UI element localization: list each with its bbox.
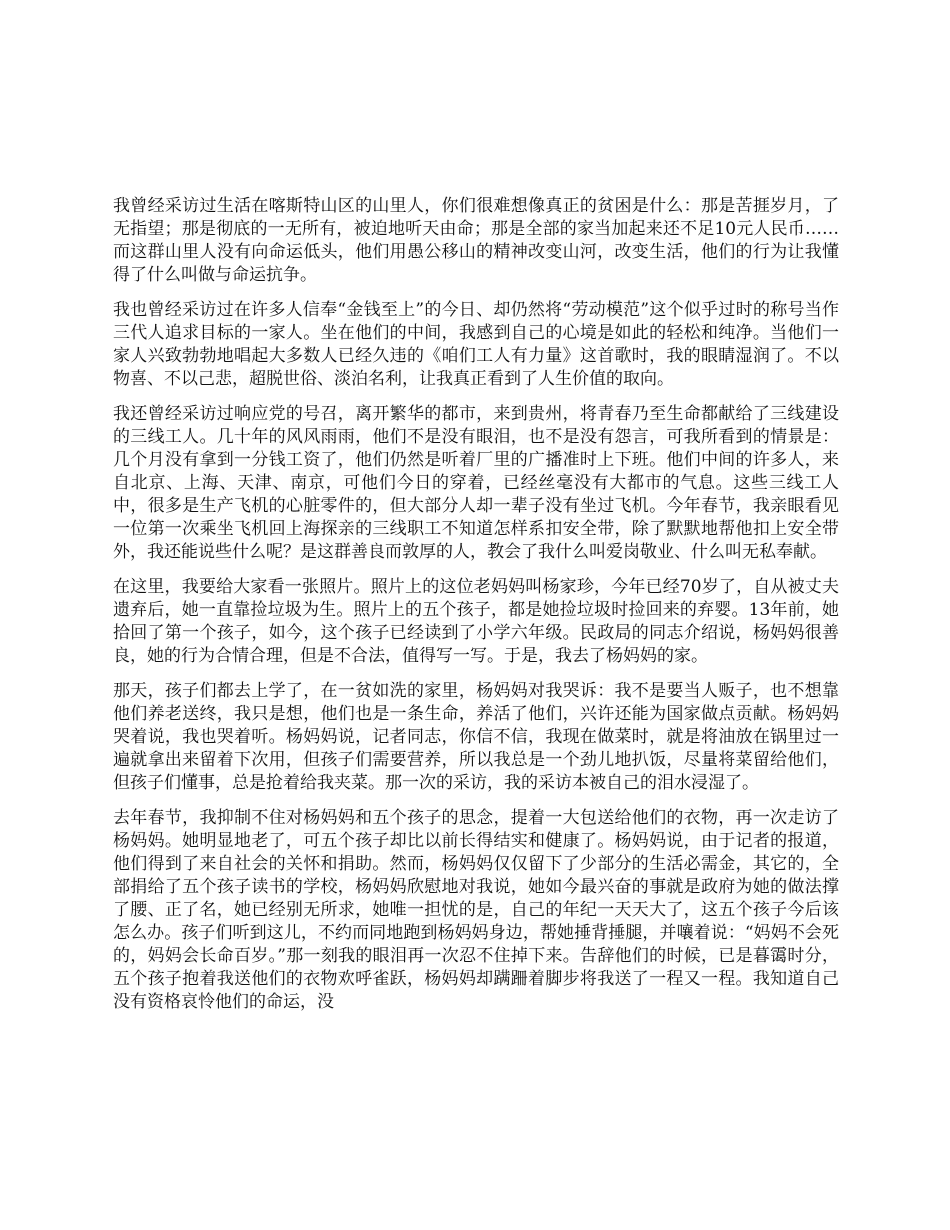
paragraph-4: 在这里，我要给大家看一张照片。照片上的这位老妈妈叫杨家珍，今年已经70岁了，自从被丈夫遗弃后，她一直靠捡垃圾为生。照片上的五个孩子，都是她捡垃圾时捡回来的弃婴。13年前，她拾回了第一个孩子，如今，这个孩子已经读到了小学六年级。民政局的同志介绍说，杨妈妈很善良，她的行为合情合理，但是不合法，值得写一写。于是，我去了杨妈妈的家。 xyxy=(113,577,839,666)
paragraph-6: 去年春节，我抑制不住对杨妈妈和五个孩子的思念，提着一大包送给他们的衣物，再一次走访了杨妈妈。她明显地老了，可五个孩子却比以前长得结实和健康了。杨妈妈说，由于记者的报道，他们得到了来自社会的关怀和捐助。然而，杨妈妈仅仅留下了少部分的生活必需金，其它的，全部捐给了五个孩子读书的学校，杨妈妈欣慰地对我说，她如今最兴奋的事就是政府为她的做法撑了腰、正了名，她已经别无所求，她唯一担忧的是，自己的年纪一天天大了，这五个孩子今后该怎么办。孩子们听到这儿，不约而同地跑到杨妈妈身边，帮她捶背捶腿，并嚷着说：“妈妈不会死的，妈妈会长命百岁。”那一刻我的眼泪再一次忍不住掉下来。告辞他们的时候，已是暮霭时分，五个孩子抱着我送他们的衣物欢呼雀跃，杨妈妈却蹒跚着脚步将我送了一程又一程。我知道自己没有资格哀怜他们的命运，没 xyxy=(113,808,839,1012)
document-body xyxy=(113,195,839,1026)
paragraph-3: 我还曾经采访过响应党的号召，离开繁华的都市，来到贵州，将青春乃至生命都献给了三线建设的三线工人。几十年的风风雨雨，他们不是没有眼泪，也不是没有怨言，可我所看到的情景是：几个月没有拿到一分钱工资了，他们仍然是听着厂里的广播准时上下班。他们中间的许多人，来自北京、上海、天津、南京，可他们今日的穿着，已经丝毫没有大都市的气息。这些三线工人中，很多是生产飞机的心脏零件的，但大部分人却一辈子没有坐过飞机。今年春节，我亲眼看见一位第一次乘坐飞机回上海探亲的三线职工不知道怎样系扣安全带，除了默默地帮他扣上安全带外，我还能说些什么呢？是这群善良而敦厚的人，教会了我什么叫爱岗敬业、什么叫无私奉献。 xyxy=(113,404,839,562)
paragraph-5: 那天，孩子们都去上学了，在一贫如洗的家里，杨妈妈对我哭诉：我不是要当人贩子，也不想靠他们养老送终，我只是想，他们也是一条生命，养活了他们，兴许还能为国家做点贡献。杨妈妈哭着说，我也哭着听。杨妈妈说，记者同志，你信不信，我现在做菜时，就是将油放在锅里过一遍就拿出来留着下次用，但孩子们需要营养，所以我总是一个劲儿地扒饭，尽量将菜留给他们，但孩子们懂事，总是抢着给我夹菜。那一次的采访，我的采访本被自己的泪水浸湿了。 xyxy=(113,681,839,793)
paragraph-1: 我曾经采访过生活在喀斯特山区的山里人，你们很难想像真正的贫困是什么：那是苦捱岁月，了无指望；那是彻底的一无所有，被迫地听天由命；那是全部的家当加起来还不足10元人民币……而这群山里人没有向命运低头，他们用愚公移山的精神改变山河，改变生活，他们的行为让我懂得了什么叫做与命运抗争。 xyxy=(113,196,839,285)
paragraph-2: 我也曾经采访过在许多人信奉“金钱至上”的今日、却仍然将“劳动模范”这个似乎过时的称号当作三代人追求目标的一家人。坐在他们的中间，我感到自己的心境是如此的轻松和纯净。当他们一家人兴致勃勃地唱起大多数人已经久违的《咱们工人有力量》这首歌时，我的眼睛湿润了。不以物喜、不以己悲，超脱世俗、淡泊名利，让我真正看到了人生价值的取向。 xyxy=(113,300,839,389)
